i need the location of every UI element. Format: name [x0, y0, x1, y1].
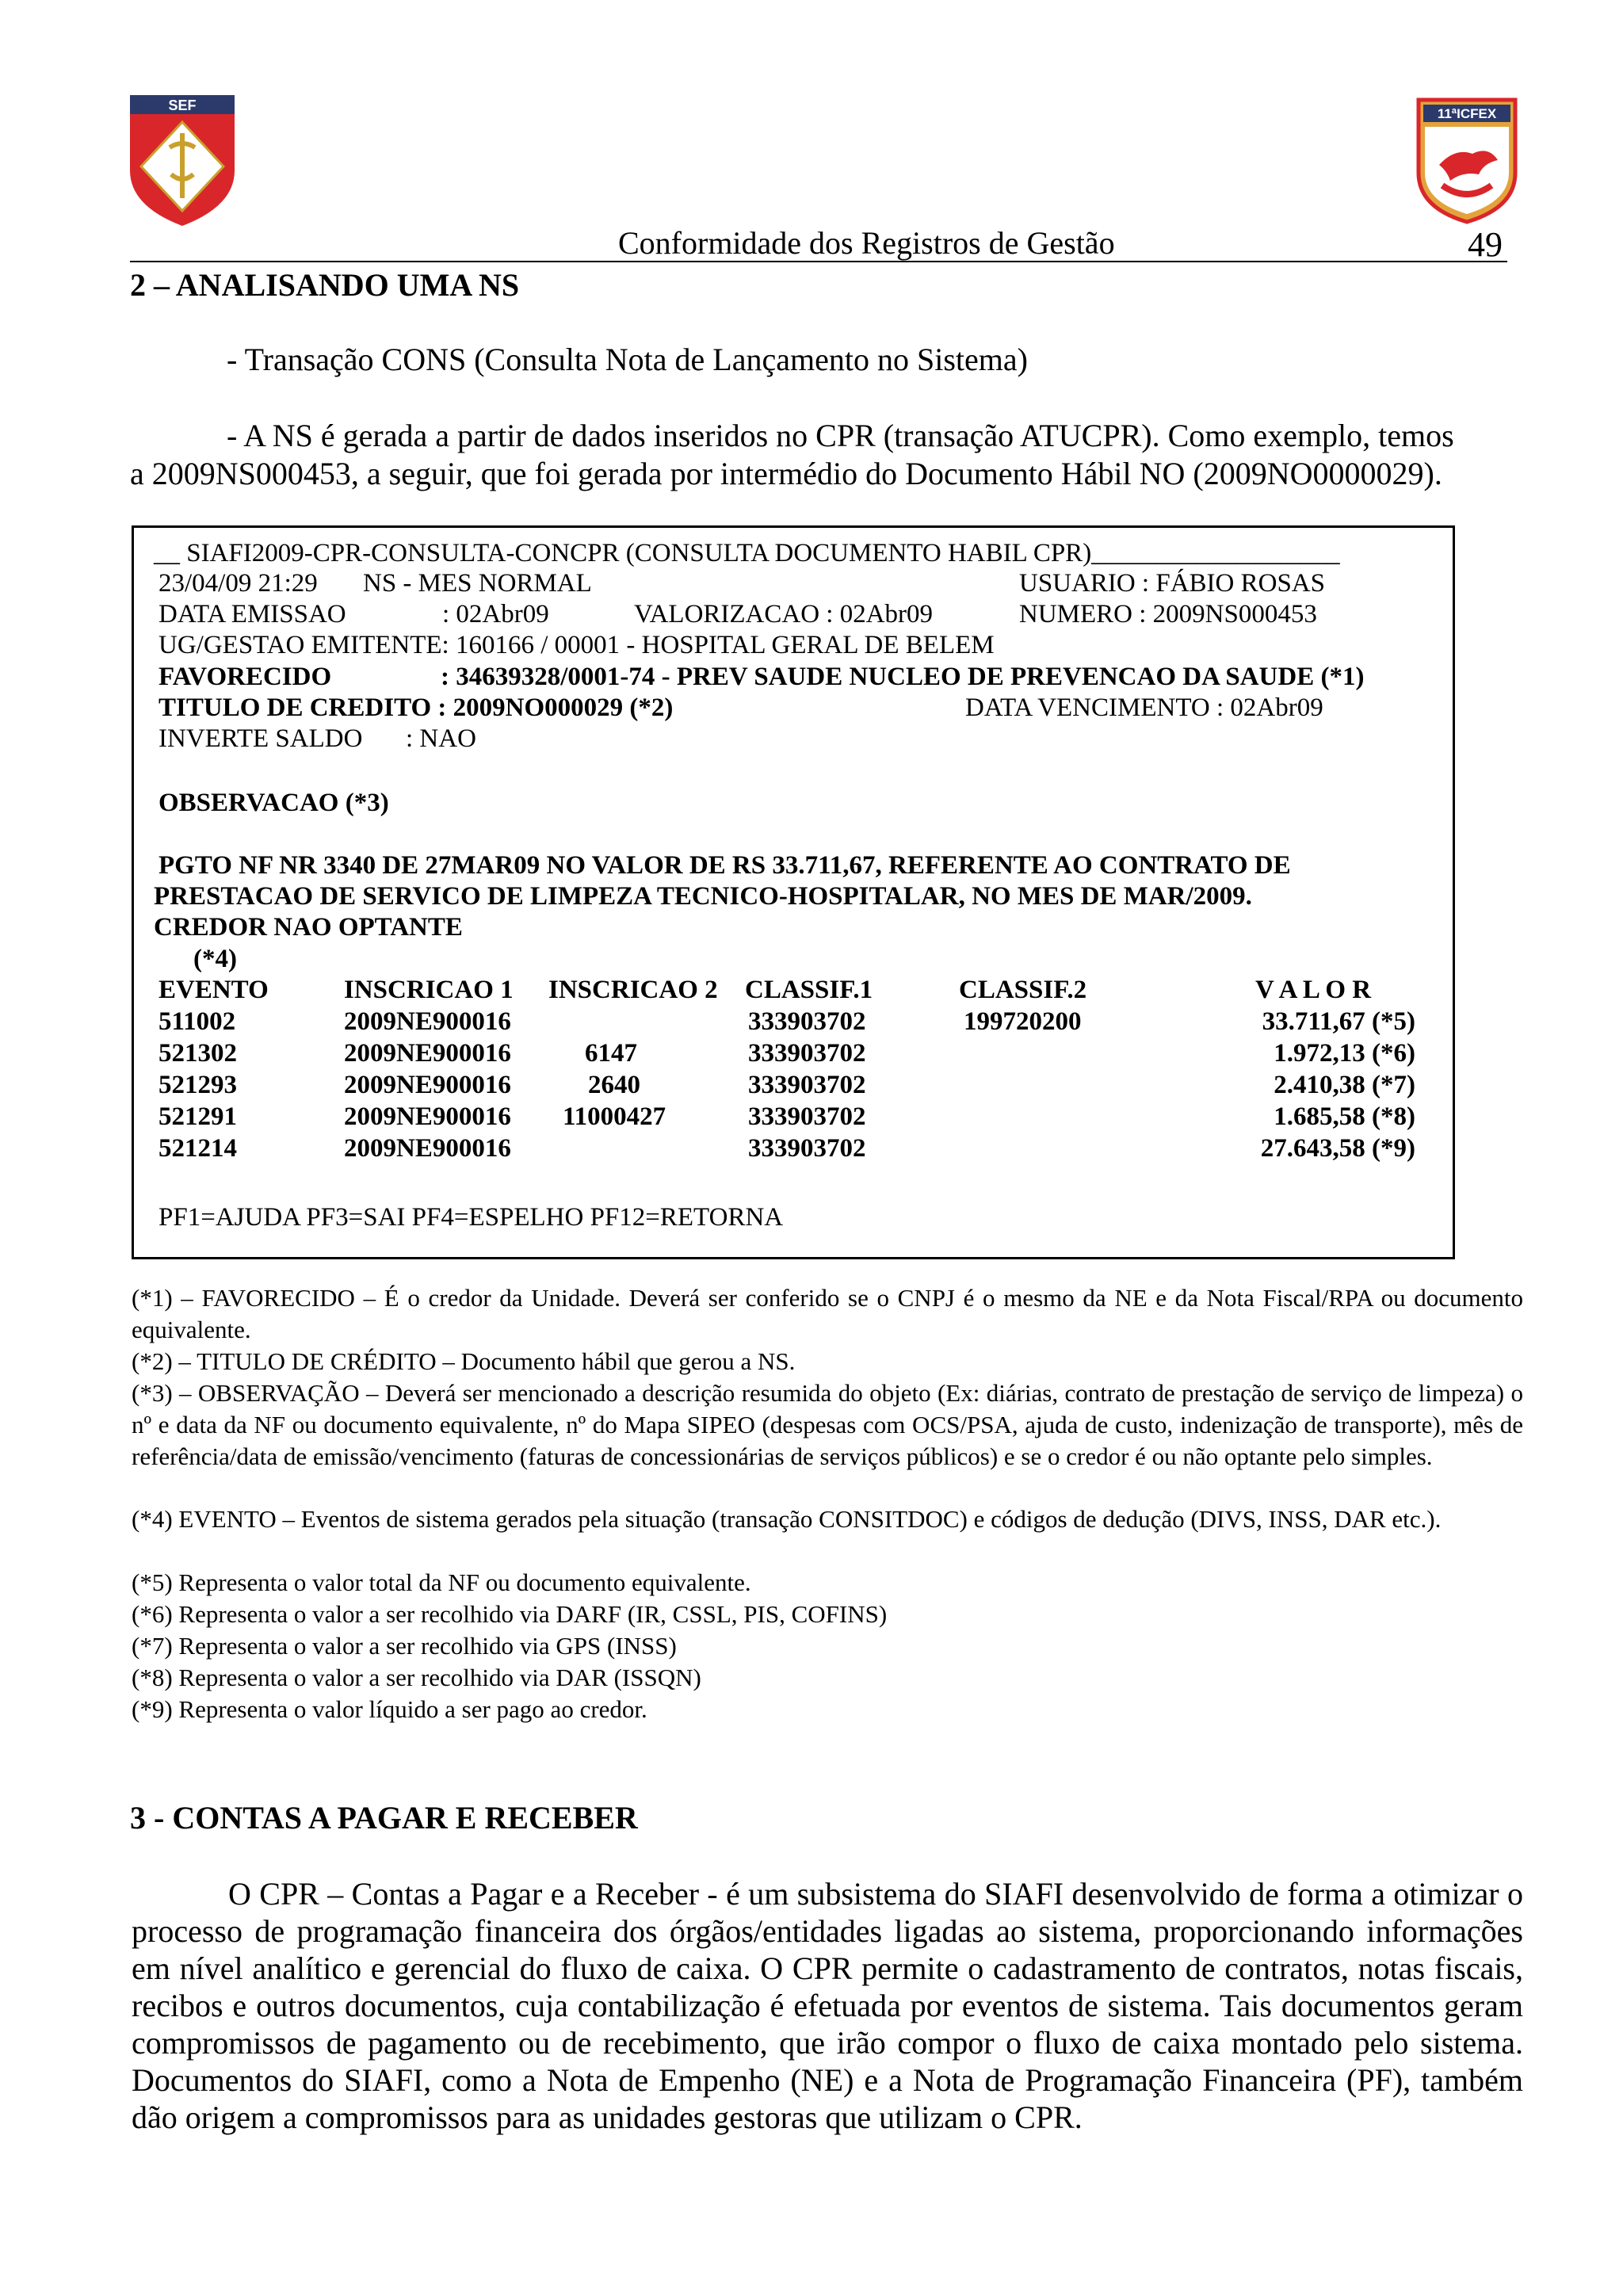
valorizacao: VALORIZACAO : 02Abr09	[634, 600, 934, 628]
row-5-classif-1: 333903702	[748, 1134, 866, 1163]
inverte-saldo-label: INVERTE SALDO	[158, 724, 363, 753]
observacao-line-3: CREDOR NAO OPTANTE	[154, 913, 463, 942]
note-4: (*4) EVENTO – Eventos de sistema gerados pela situação (transação CONSITDOC) e códigos de dedução (DIVS, INSS, DAR etc.).	[132, 1505, 1442, 1533]
row-5-evento: 521214	[158, 1134, 237, 1163]
note-6: (*6) Representa o valor a ser recolhido via DARF (IR, CSSL, PIS, COFINS)	[132, 1600, 888, 1628]
favorecido-value: : 34639328/0001-74 - PREV SAUDE NUCLEO DE PREVENCAO DA SAUDE (*1)	[441, 663, 1365, 691]
icfex-shield-logo	[1415, 97, 1518, 225]
row-3-valor: 2.410,38 (*7)	[1274, 1071, 1415, 1099]
section-2-heading: 2 – ANALISANDO UMA NS	[130, 267, 520, 303]
sef-shield-logo	[130, 95, 235, 226]
observacao-line-1: PGTO NF NR 3340 DE 27MAR09 NO VALOR DE RS 33.711,67, REFERENTE AO CONTRATO DE	[158, 851, 1291, 880]
row-1-classif-2: 199720200	[964, 1007, 1082, 1036]
row-2-evento: 521302	[158, 1039, 237, 1068]
screen-datetime: 23/04/09 21:29	[158, 569, 318, 598]
data-emissao-value: : 02Abr09	[442, 600, 549, 628]
observacao-label: OBSERVACAO (*3)	[158, 789, 389, 817]
note-3: (*3) – OBSERVAÇÃO – Deverá ser mencionado a descrição resumida do objeto (Ex: diárias, contrato de prestação de serviço de limpeza) o nº e data da NF ou documento equivalente, nº do Mapa SIPEO (despesas com OCS/PSA, ajuda de custo, indenização de transporte), mês de referência/data de emissão/vencimento (faturas de concessionárias de serviços públicos) e se o credor é ou não optante pelo simples.	[132, 1379, 1523, 1470]
col-valor: V A L O R	[1255, 976, 1372, 1004]
row-2-classif-1: 333903702	[748, 1039, 866, 1068]
row-1-classif-1: 333903702	[748, 1007, 866, 1036]
note-8: (*8) Representa o valor a ser recolhido via DAR (ISSQN)	[132, 1664, 701, 1691]
row-3-classif-1: 333903702	[748, 1071, 866, 1099]
col-evento: EVENTO	[158, 976, 269, 1004]
row-4-evento: 521291	[158, 1102, 237, 1131]
data-vencimento: DATA VENCIMENTO : 02Abr09	[965, 693, 1323, 722]
col-classif-2: CLASSIF.2	[959, 976, 1087, 1004]
ug-gestao: UG/GESTAO EMITENTE: 160166 / 00001 - HOSPITAL GERAL DE BELEM	[158, 631, 995, 659]
numero: NUMERO : 2009NS000453	[1019, 600, 1317, 628]
row-2-inscricao-1: 2009NE900016	[344, 1039, 511, 1068]
note-9: (*9) Representa o valor líquido a ser pago ao credor.	[132, 1695, 647, 1723]
section-3-heading: 3 - CONTAS A PAGAR E RECEBER	[130, 1800, 638, 1836]
row-2-valor: 1.972,13 (*6)	[1274, 1039, 1415, 1068]
favorecido-label: FAVORECIDO	[158, 663, 332, 691]
header-title: Conformidade dos Registros de Gestão	[618, 225, 1115, 261]
col-inscricao-1: INSCRICAO 1	[344, 976, 514, 1004]
inverte-saldo-value: : NAO	[406, 724, 476, 753]
note-2: (*2) – TITULO DE CRÉDITO – Documento hábil que gerou a NS.	[132, 1347, 796, 1375]
evento-marker: (*4)	[193, 945, 237, 973]
note-5: (*5) Representa o valor total da NF ou documento equivalente.	[132, 1568, 751, 1596]
row-3-inscricao-2: 2640	[588, 1071, 640, 1099]
row-4-classif-1: 333903702	[748, 1102, 866, 1131]
screen-mode: NS - MES NORMAL	[363, 569, 592, 598]
row-4-inscricao-2: 11000427	[563, 1102, 666, 1131]
col-inscricao-2: INSCRICAO 2	[548, 976, 718, 1004]
icfex-logo-text: 11ªICFEX	[1437, 106, 1497, 121]
row-4-inscricao-1: 2009NE900016	[344, 1102, 511, 1131]
col-classif-1: CLASSIF.1	[745, 976, 873, 1004]
section-3-paragraph: O CPR – Contas a Pagar e a Receber - é um subsistema do SIAFI desenvolvido de forma a otimizar o processo de programação financeira dos órgãos/entidades ligadas ao sistema, proporcionando informações em nível analítico e gerencial do fluxo de caixa. O CPR permite o cadastramento de contratos, notas fiscais, recibos e outros documentos, cuja contabilização é efetuada por eventos de sistema. Tais documentos geram compromissos de pagamento ou de recebimento, que irão compor o fluxo de caixa montado pelo sistema. Documentos do SIAFI, como a Nota de Empenho (NE) e a Nota de Programação Financeira (PF), também dão origem a compromissos para as unidades gestoras que utilizam o CPR.	[132, 1876, 1523, 2135]
row-2-inscricao-2: 6147	[585, 1039, 637, 1068]
row-3-inscricao-1: 2009NE900016	[344, 1071, 511, 1099]
observacao-line-2: PRESTACAO DE SERVICO DE LIMPEZA TECNICO-HOSPITALAR, NO MES DE MAR/2009.	[154, 882, 1252, 911]
row-4-valor: 1.685,58 (*8)	[1274, 1102, 1415, 1131]
screen-title: __ SIAFI2009-CPR-CONSULTA-CONCPR (CONSULTA DOCUMENTO HABIL CPR)___________________	[154, 539, 1340, 567]
row-1-valor: 33.711,67 (*5)	[1262, 1007, 1415, 1036]
bullet-transacao-cons: - Transação CONS (Consulta Nota de Lançamento no Sistema)	[227, 342, 1028, 377]
page-number: 49	[1468, 225, 1503, 264]
row-3-evento: 521293	[158, 1071, 237, 1099]
bullet-ns-line2: a 2009NS000453, a seguir, que foi gerada por intermédio do Documento Hábil NO (2009NO0000029).	[130, 456, 1442, 491]
row-5-inscricao-1: 2009NE900016	[344, 1134, 511, 1163]
titulo-credito: TITULO DE CREDITO : 2009NO000029 (*2)	[158, 693, 674, 722]
note-1: (*1) – FAVORECIDO – É o credor da Unidade. Deverá ser conferido se o CNPJ é o mesmo da NE e da Nota Fiscal/RPA ou documento equivalente.	[132, 1284, 1523, 1343]
function-keys: PF1=AJUDA PF3=SAI PF4=ESPELHO PF12=RETORNA	[158, 1203, 784, 1232]
row-1-evento: 511002	[158, 1007, 236, 1036]
screen-usuario: USUARIO : FÁBIO ROSAS	[1019, 569, 1325, 598]
row-5-valor: 27.643,58 (*9)	[1260, 1134, 1415, 1163]
data-emissao-label: DATA EMISSAO	[158, 600, 346, 628]
note-7: (*7) Representa o valor a ser recolhido via GPS (INSS)	[132, 1632, 677, 1660]
bullet-ns-line1: - A NS é gerada a partir de dados inseridos no CPR (transação ATUCPR). Como exemplo, temos	[227, 418, 1454, 453]
row-1-inscricao-1: 2009NE900016	[344, 1007, 511, 1036]
header-rule	[130, 261, 1507, 262]
sef-logo-text: SEF	[168, 97, 197, 113]
